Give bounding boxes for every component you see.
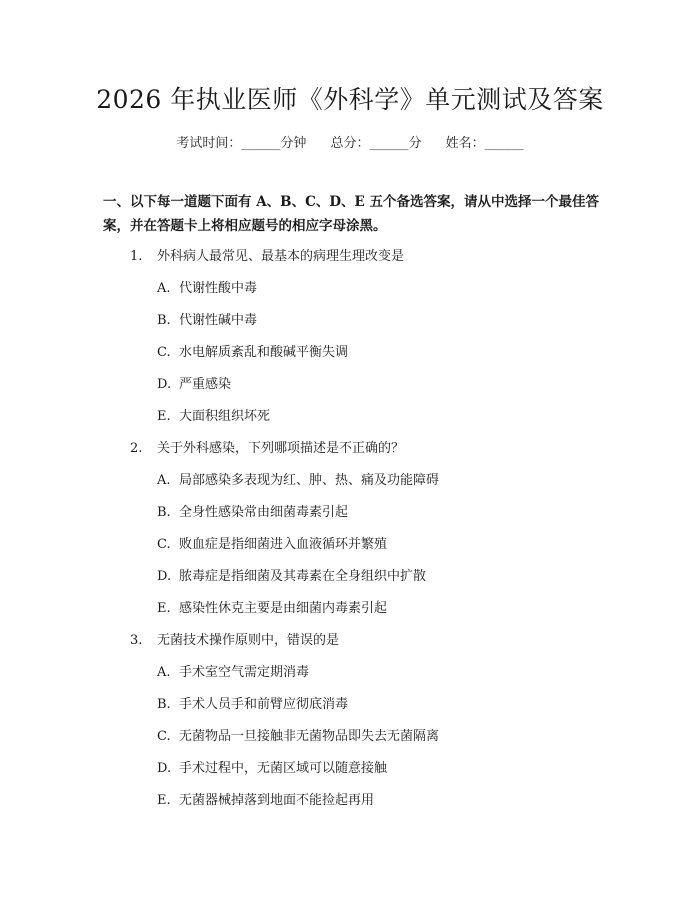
option [0,401,700,433]
exam-score: 总分：______分 [330,136,422,151]
option-letter: A. [157,665,171,680]
question-text: 外科病人最常见、最基本的病理生理改变是 [157,249,405,264]
option [0,657,700,689]
option-text: 全身性感染常由细菌毒素引起 [179,505,349,520]
question [0,241,700,273]
option-letter: C. [157,345,171,360]
question-number: 2. [130,441,143,456]
option-letter: D. [157,761,172,776]
option-letter: C. [157,729,171,744]
option-letter: D. [157,377,172,392]
option-text: 代谢性酸中毒 [179,281,258,296]
option-letter: B. [157,313,171,328]
option-text: 代谢性碱中毒 [179,313,258,328]
page-title: 2026 年执业医师《外科学》单元测试及答案 [96,85,604,114]
option-text: 脓毒症是指细菌及其毒素在全身组织中扩散 [179,569,427,584]
question-text: 关于外科感染，下列哪项描述是不正确的？ [157,441,405,456]
option-text: 手术过程中，无菌区域可以随意接触 [179,761,388,776]
option-text: 败血症是指细菌进入血液循环并繁殖 [179,537,388,552]
option [0,529,700,561]
option [0,497,700,529]
option [0,305,700,337]
option-text: 严重感染 [179,377,232,392]
exam-name: 姓名：______ [445,136,524,151]
option [0,689,700,721]
option [0,465,700,497]
option [0,721,700,753]
option [0,273,700,305]
option-text: 感染性休克主要是由细菌内毒素引起 [179,601,388,616]
exam-time: 考试时间：______分钟 [176,136,307,151]
option-letter: A. [157,473,171,488]
option-letter: E. [157,793,171,808]
option-text: 水电解质紊乱和酸碱平衡失调 [179,345,349,360]
option [0,593,700,625]
option-text: 手术人员手和前臂应彻底消毒 [179,697,349,712]
option [0,785,700,817]
exam-meta [0,132,700,151]
option-letter: D. [157,569,172,584]
question [0,433,700,465]
option-letter: C. [157,537,171,552]
option-text: 局部感染多表现为红、肿、热、痛及功能障碍 [179,473,440,488]
question [0,625,700,657]
option-letter: B. [157,697,171,712]
option [0,369,700,401]
option-text: 手术室空气需定期消毒 [179,665,310,680]
option [0,561,700,593]
option-letter: E. [157,601,171,616]
question-text: 无菌技术操作原则中，错误的是 [157,633,340,648]
option-letter: A. [157,281,171,296]
question-list [0,241,700,817]
option-text: 大面积组织坏死 [179,409,271,424]
section-instruction: 一、以下每一道题下面有 A、B、C、D、E 五个备选答案，请从中选择一个最佳答案，并在答题卡上将相应题号的相应字母涂黑。 [103,194,600,234]
question-number: 1. [130,249,143,264]
option-letter: B. [157,505,171,520]
option [0,337,700,369]
option [0,753,700,785]
question-number: 3. [130,633,143,648]
option-text: 无菌物品一旦接触非无菌物品即失去无菌隔离 [179,729,440,744]
option-letter: E. [157,409,171,424]
option-text: 无菌器械掉落到地面不能捡起再用 [179,793,375,808]
